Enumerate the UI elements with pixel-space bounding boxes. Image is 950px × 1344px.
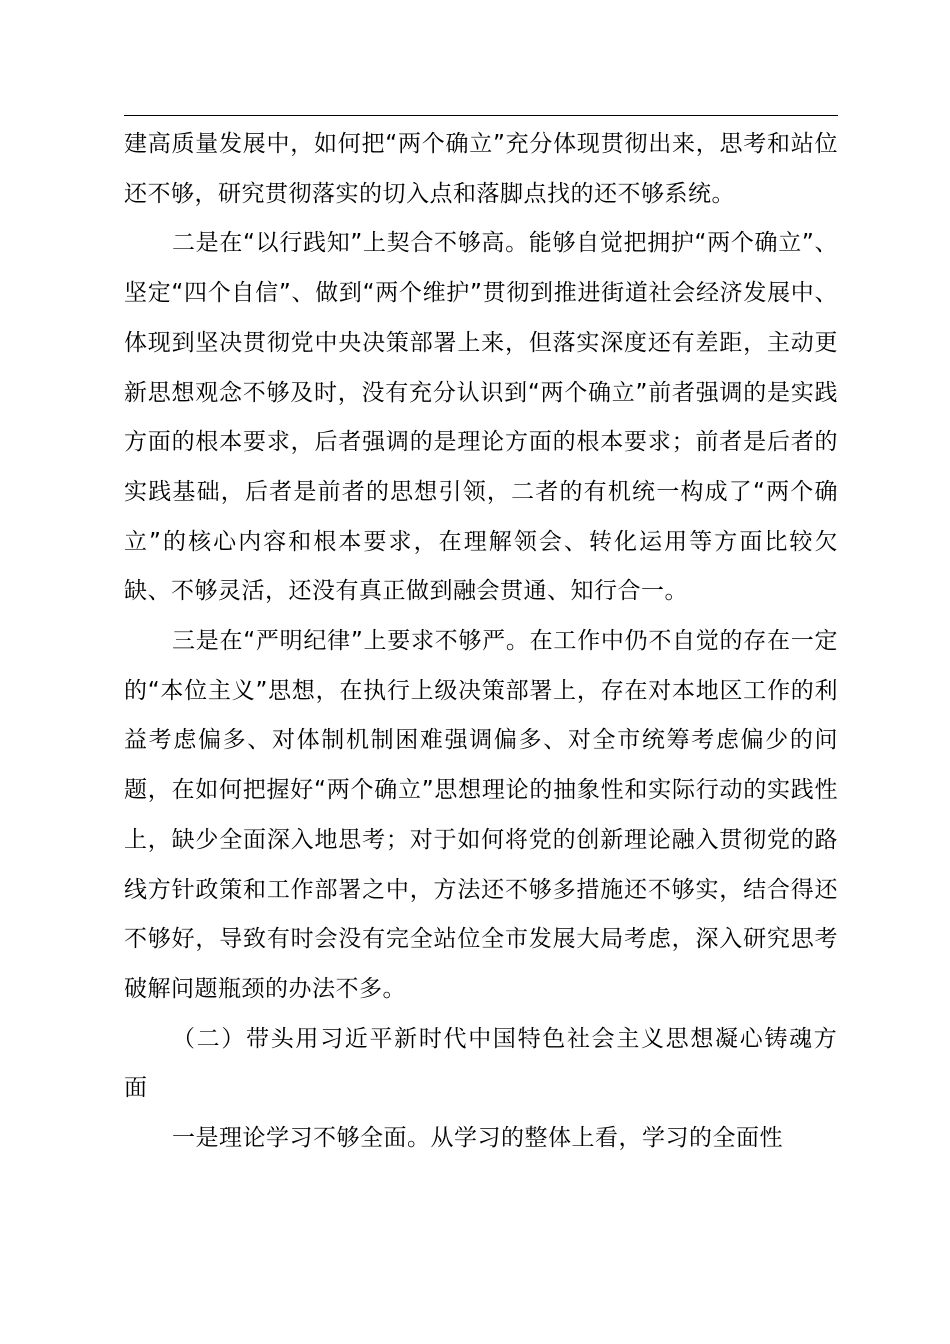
paragraph-practice: 二是在“以行践知”上契合不够高。能够自觉把拥护“两个确立”、坚定“四个自信”、做到“两个维护”贯彻到推进街道社会经济发展中、体现到坚决贯彻党中央决策部署上来，但落实深度还有差距，主动更新思想观念不够及时，没有充分认识到“两个确立”前者强调的是实践方面的根本要求，后者强调的是理论方面的根本要求；前者是后者的实践基础，后者是前者的思想引领，二者的有机统一构成了“两个确立”的核心内容和根本要求，在理解领会、转化运用等方面比较欠缺、不够灵活，还没有真正做到融会贯通、知行合一。 (124, 230, 838, 605)
paragraph-theory-study: 一是理论学习不够全面。从学习的整体上看，学习的全面性 (172, 1125, 783, 1152)
document-body (124, 120, 838, 1164)
paragraph-discipline: 三是在“严明纪律”上要求不够严。在工作中仍不自觉的存在一定的“本位主义”思想，在执行上级决策部署上，存在对本地区工作的利益考虑偏多、对体制机制困难强调偏多、对全市统筹考虑偏少的问题，在如何把握好“两个确立”思想理论的抽象性和实际行动的实践性上，缺少全面深入地思考；对于如何将党的创新理论融入贯彻党的路线方针政策和工作部署之中，方法还不够多措施还不够实，结合得还不够好，导致有时会没有完全站位全市发展大局考虑，深入研究思考破解问题瓶颈的办法不多。 (124, 628, 838, 1002)
paragraph-continuation: 建高质量发展中，如何把“两个确立”充分体现贯彻出来，思考和站位还不够，研究贯彻落实的切入点和落脚点找的还不够系统。 (124, 131, 838, 207)
header-rule (124, 115, 838, 116)
section-heading: （二）带头用习近平新时代中国特色社会主义思想凝心铸魂方面 (124, 1025, 838, 1102)
